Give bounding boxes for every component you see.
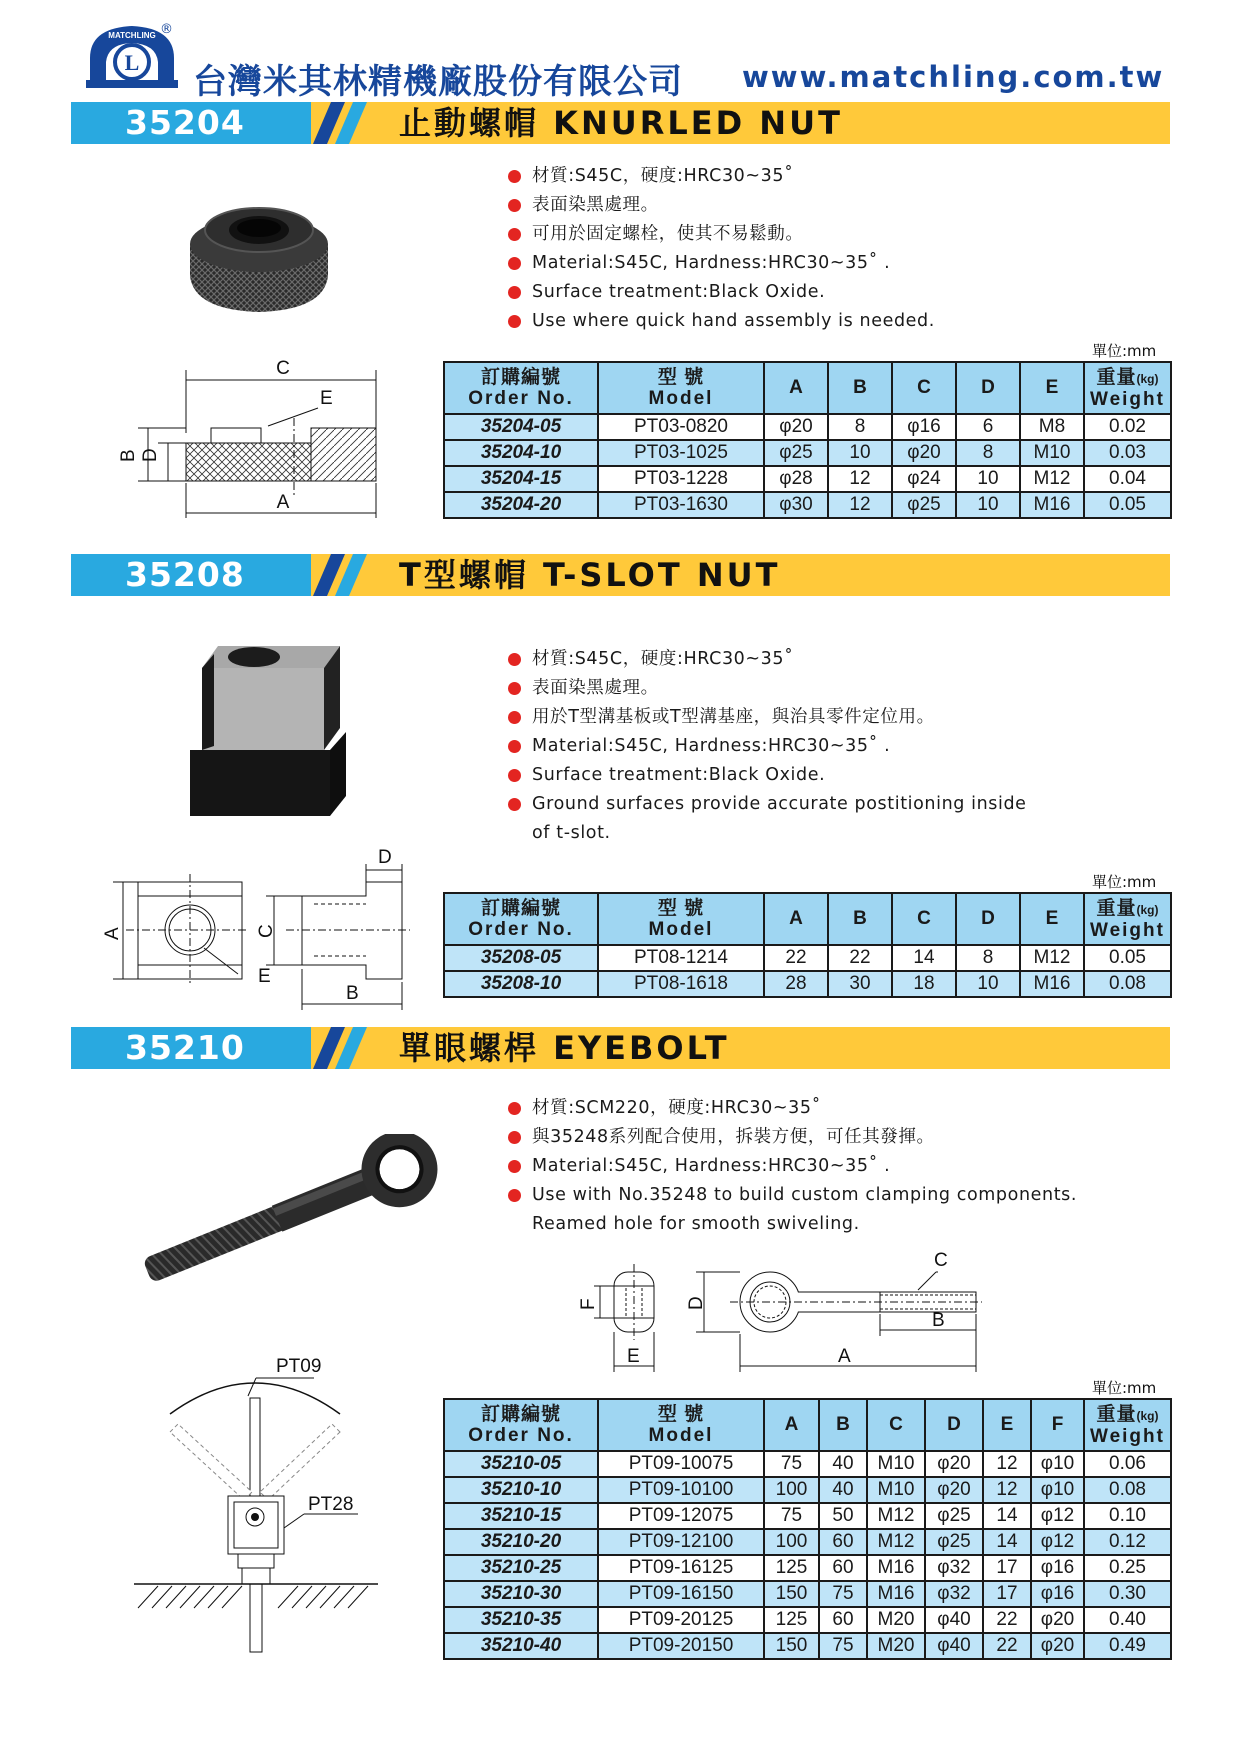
value-cell: 10 bbox=[956, 466, 1020, 492]
section-code: 35208 bbox=[71, 554, 311, 596]
spec-list-35210 bbox=[508, 1094, 1077, 1239]
value-cell: 22 bbox=[828, 945, 892, 971]
value-cell: 22 bbox=[983, 1633, 1031, 1659]
eyebolt-photo bbox=[126, 1134, 446, 1294]
order-number-cell: 35204-15 bbox=[444, 466, 598, 492]
order-number-cell: 35204-20 bbox=[444, 492, 598, 518]
value-cell: φ25 bbox=[925, 1503, 983, 1529]
column-header: 重量(kg) Weight bbox=[1084, 362, 1171, 414]
value-cell: φ20 bbox=[1031, 1607, 1084, 1633]
callout-pt09: PT09 bbox=[276, 1356, 322, 1377]
spec-list-35204 bbox=[508, 162, 935, 336]
value-cell: 75 bbox=[819, 1581, 867, 1607]
table-row bbox=[444, 1477, 1171, 1503]
value-cell: 0.08 bbox=[1084, 971, 1171, 997]
value-cell: 14 bbox=[983, 1529, 1031, 1555]
table-header-row bbox=[444, 893, 1171, 945]
value-cell: 100 bbox=[764, 1529, 819, 1555]
bullet-dot-icon bbox=[508, 315, 521, 328]
eyebolt-diagram bbox=[570, 1246, 1010, 1376]
value-cell: 14 bbox=[892, 945, 956, 971]
value-cell: M12 bbox=[867, 1503, 925, 1529]
spec-item: 材質:S45C，硬度:HRC30~35˚ bbox=[508, 162, 935, 191]
value-cell: 12 bbox=[983, 1477, 1031, 1503]
column-header: 型 號 Model bbox=[598, 362, 764, 414]
spec-table-35204 bbox=[443, 361, 1172, 519]
value-cell: φ25 bbox=[764, 440, 828, 466]
table-row bbox=[444, 440, 1171, 466]
slash-decoration bbox=[301, 102, 381, 144]
value-cell: 12 bbox=[828, 492, 892, 518]
column-header: 訂購編號 Order No. bbox=[444, 1399, 598, 1451]
spec-item: Material:S45C, Hardness:HRC30~35˚ . bbox=[508, 249, 935, 278]
value-cell: 14 bbox=[983, 1503, 1031, 1529]
value-cell: M16 bbox=[867, 1555, 925, 1581]
value-cell: φ10 bbox=[1031, 1477, 1084, 1503]
dim-label-d: D bbox=[378, 847, 392, 868]
spec-item: 表面染黑處理。 bbox=[508, 191, 935, 220]
spec-item: Material:S45C, Hardness:HRC30~35˚ . bbox=[508, 732, 1027, 761]
column-header: A bbox=[764, 362, 828, 414]
website-link[interactable]: www.matchling.com.tw bbox=[742, 60, 1165, 94]
bullet-dot-icon bbox=[508, 1160, 521, 1173]
value-cell: 40 bbox=[819, 1451, 867, 1477]
column-header: B bbox=[828, 893, 892, 945]
value-cell: 0.10 bbox=[1084, 1503, 1171, 1529]
value-cell: 0.40 bbox=[1084, 1607, 1171, 1633]
spec-item: 表面染黑處理。 bbox=[508, 674, 1027, 703]
column-header: 重量(kg) Weight bbox=[1084, 1399, 1171, 1451]
spec-item: Use where quick hand assembly is needed. bbox=[508, 307, 935, 336]
column-header: 重量(kg) Weight bbox=[1084, 893, 1171, 945]
value-cell: φ20 bbox=[1031, 1633, 1084, 1659]
model-cell: PT09-16125 bbox=[598, 1555, 764, 1581]
model-cell: PT08-1214 bbox=[598, 945, 764, 971]
spec-item: Surface treatment:Black Oxide. bbox=[508, 278, 935, 307]
section-code: 35210 bbox=[71, 1027, 311, 1069]
slash-decoration bbox=[301, 554, 381, 596]
bullet-dot-icon bbox=[508, 286, 521, 299]
value-cell: 0.05 bbox=[1084, 492, 1171, 518]
value-cell: φ40 bbox=[925, 1633, 983, 1659]
value-cell: M12 bbox=[867, 1529, 925, 1555]
value-cell: φ20 bbox=[892, 440, 956, 466]
table-header-row bbox=[444, 362, 1171, 414]
value-cell: φ32 bbox=[925, 1581, 983, 1607]
value-cell: φ16 bbox=[1031, 1581, 1084, 1607]
table-row bbox=[444, 492, 1171, 518]
column-header: A bbox=[764, 893, 828, 945]
spec-item-continued: of t-slot. bbox=[532, 823, 611, 843]
spec-item: Material:S45C, Hardness:HRC30~35˚ . bbox=[508, 1152, 1077, 1181]
value-cell: φ25 bbox=[892, 492, 956, 518]
value-cell: 8 bbox=[956, 945, 1020, 971]
value-cell: 60 bbox=[819, 1529, 867, 1555]
column-header: E bbox=[1020, 893, 1084, 945]
value-cell: 60 bbox=[819, 1555, 867, 1581]
value-cell: φ40 bbox=[925, 1607, 983, 1633]
value-cell: 75 bbox=[764, 1503, 819, 1529]
column-header: B bbox=[819, 1399, 867, 1451]
value-cell: 0.06 bbox=[1084, 1451, 1171, 1477]
slash-decoration bbox=[301, 1027, 381, 1069]
column-header: 訂購編號 Order No. bbox=[444, 362, 598, 414]
bullet-dot-icon bbox=[508, 199, 521, 212]
logo-letter: L bbox=[124, 50, 140, 75]
column-header: 型 號 Model bbox=[598, 893, 764, 945]
value-cell: 125 bbox=[764, 1555, 819, 1581]
value-cell: φ20 bbox=[764, 414, 828, 440]
value-cell: 10 bbox=[828, 440, 892, 466]
column-header: D bbox=[925, 1399, 983, 1451]
dim-label-c: C bbox=[256, 924, 277, 938]
dim-label-e: E bbox=[320, 388, 333, 409]
bullet-dot-icon bbox=[508, 1131, 521, 1144]
value-cell: 10 bbox=[956, 971, 1020, 997]
table-row bbox=[444, 466, 1171, 492]
value-cell: φ28 bbox=[764, 466, 828, 492]
section-banner-35204 bbox=[71, 102, 1170, 144]
value-cell: φ20 bbox=[925, 1477, 983, 1503]
spec-item: 材質:SCM220，硬度:HRC30~35˚ bbox=[508, 1094, 1077, 1123]
dim-label-d: D bbox=[140, 448, 161, 462]
order-number-cell: 35210-35 bbox=[444, 1607, 598, 1633]
dim-label-c: C bbox=[934, 1250, 948, 1271]
spec-item: 與35248系列配合使用，拆裝方便，可任其發揮。 bbox=[508, 1123, 1077, 1152]
value-cell: 75 bbox=[819, 1633, 867, 1659]
dim-label-b: B bbox=[118, 449, 139, 462]
model-cell: PT09-10100 bbox=[598, 1477, 764, 1503]
bullet-dot-icon bbox=[508, 228, 521, 241]
model-cell: PT09-10075 bbox=[598, 1451, 764, 1477]
bullet-dot-icon bbox=[508, 682, 521, 695]
t-slot-nut-photo bbox=[190, 646, 350, 822]
value-cell: M10 bbox=[867, 1477, 925, 1503]
company-name: 台灣米其林精機廠股份有限公司 bbox=[193, 62, 683, 102]
order-number-cell: 35208-05 bbox=[444, 945, 598, 971]
dim-label-d: D bbox=[686, 1296, 707, 1310]
model-cell: PT09-20150 bbox=[598, 1633, 764, 1659]
column-header: 訂購編號 Order No. bbox=[444, 893, 598, 945]
table-row bbox=[444, 414, 1171, 440]
dim-label-b: B bbox=[346, 983, 359, 1004]
value-cell: φ25 bbox=[925, 1529, 983, 1555]
bullet-dot-icon bbox=[508, 798, 521, 811]
table-row bbox=[444, 1451, 1171, 1477]
section-banner-35208 bbox=[71, 554, 1170, 596]
section-title: 止動螺帽 KNURLED NUT bbox=[399, 104, 843, 142]
value-cell: 10 bbox=[956, 492, 1020, 518]
value-cell: 0.30 bbox=[1084, 1581, 1171, 1607]
value-cell: 17 bbox=[983, 1581, 1031, 1607]
bullet-dot-icon bbox=[508, 740, 521, 753]
value-cell: 8 bbox=[956, 440, 1020, 466]
dim-label-a: A bbox=[838, 1346, 851, 1367]
value-cell: 60 bbox=[819, 1607, 867, 1633]
dim-label-e: E bbox=[258, 966, 271, 987]
table-row bbox=[444, 1503, 1171, 1529]
column-header: E bbox=[1020, 362, 1084, 414]
dim-label-a: A bbox=[102, 927, 123, 940]
value-cell: 30 bbox=[828, 971, 892, 997]
value-cell: φ30 bbox=[764, 492, 828, 518]
value-cell: φ16 bbox=[892, 414, 956, 440]
value-cell: 17 bbox=[983, 1555, 1031, 1581]
order-number-cell: 35210-20 bbox=[444, 1529, 598, 1555]
value-cell: φ16 bbox=[1031, 1555, 1084, 1581]
unit-label: 單位:mm bbox=[1092, 342, 1157, 360]
table-row bbox=[444, 1529, 1171, 1555]
order-number-cell: 35210-15 bbox=[444, 1503, 598, 1529]
dim-label-f: F bbox=[578, 1298, 599, 1310]
table-row bbox=[444, 1607, 1171, 1633]
column-header: C bbox=[892, 362, 956, 414]
bullet-dot-icon bbox=[508, 1102, 521, 1115]
eyebolt-assembly-diagram bbox=[128, 1352, 388, 1662]
model-cell: PT09-12100 bbox=[598, 1529, 764, 1555]
order-number-cell: 35204-10 bbox=[444, 440, 598, 466]
value-cell: φ12 bbox=[1031, 1529, 1084, 1555]
value-cell: M16 bbox=[867, 1581, 925, 1607]
table-row bbox=[444, 1581, 1171, 1607]
registered-mark: ® bbox=[160, 22, 173, 37]
value-cell: 12 bbox=[983, 1451, 1031, 1477]
value-cell: M16 bbox=[1020, 492, 1084, 518]
order-number-cell: 35210-30 bbox=[444, 1581, 598, 1607]
spec-item: 材質:S45C，硬度:HRC30~35˚ bbox=[508, 645, 1027, 674]
model-cell: PT09-12075 bbox=[598, 1503, 764, 1529]
value-cell: 0.25 bbox=[1084, 1555, 1171, 1581]
value-cell: 75 bbox=[764, 1451, 819, 1477]
section-banner-35210 bbox=[71, 1027, 1170, 1069]
dim-label-c: C bbox=[276, 358, 290, 379]
value-cell: φ12 bbox=[1031, 1503, 1084, 1529]
spec-item: Ground surfaces provide accurate postitioning inside bbox=[508, 790, 1027, 819]
column-header: C bbox=[867, 1399, 925, 1451]
dim-label-e: E bbox=[627, 1346, 640, 1367]
dim-label-a: A bbox=[276, 492, 290, 513]
order-number-cell: 35210-10 bbox=[444, 1477, 598, 1503]
value-cell: φ10 bbox=[1031, 1451, 1084, 1477]
spec-table-35210 bbox=[443, 1398, 1172, 1660]
column-header: C bbox=[892, 893, 956, 945]
column-header: F bbox=[1031, 1399, 1084, 1451]
spec-item: 可用於固定螺栓，使其不易鬆動。 bbox=[508, 220, 935, 249]
column-header: D bbox=[956, 893, 1020, 945]
value-cell: M12 bbox=[1020, 466, 1084, 492]
callout-pt28: PT28 bbox=[308, 1494, 354, 1515]
bullet-dot-icon bbox=[508, 257, 521, 270]
section-title: T型螺帽 T-SLOT NUT bbox=[399, 556, 781, 594]
value-cell: 0.02 bbox=[1084, 414, 1171, 440]
value-cell: 22 bbox=[764, 945, 828, 971]
table-header-row bbox=[444, 1399, 1171, 1451]
unit-label: 單位:mm bbox=[1092, 873, 1157, 891]
section-title: 單眼螺桿 EYEBOLT bbox=[399, 1029, 730, 1067]
value-cell: 8 bbox=[828, 414, 892, 440]
value-cell: 40 bbox=[819, 1477, 867, 1503]
t-slot-nut-diagram bbox=[98, 844, 418, 1014]
column-header: E bbox=[983, 1399, 1031, 1451]
model-cell: PT09-16150 bbox=[598, 1581, 764, 1607]
value-cell: M20 bbox=[867, 1607, 925, 1633]
value-cell: 6 bbox=[956, 414, 1020, 440]
value-cell: 18 bbox=[892, 971, 956, 997]
value-cell: 28 bbox=[764, 971, 828, 997]
table-row bbox=[444, 1555, 1171, 1581]
model-cell: PT03-1630 bbox=[598, 492, 764, 518]
model-cell: PT03-1025 bbox=[598, 440, 764, 466]
value-cell: φ20 bbox=[925, 1451, 983, 1477]
order-number-cell: 35210-40 bbox=[444, 1633, 598, 1659]
model-cell: PT09-20125 bbox=[598, 1607, 764, 1633]
value-cell: M8 bbox=[1020, 414, 1084, 440]
spec-table-35208 bbox=[443, 892, 1172, 998]
spec-item-continued: Reamed hole for smooth swiveling. bbox=[532, 1214, 860, 1234]
value-cell: 0.12 bbox=[1084, 1529, 1171, 1555]
order-number-cell: 35210-05 bbox=[444, 1451, 598, 1477]
value-cell: M10 bbox=[867, 1451, 925, 1477]
value-cell: 50 bbox=[819, 1503, 867, 1529]
spec-list-35208 bbox=[508, 645, 1027, 848]
knurled-nut-diagram bbox=[118, 358, 388, 523]
column-header: D bbox=[956, 362, 1020, 414]
value-cell: 100 bbox=[764, 1477, 819, 1503]
bullet-dot-icon bbox=[508, 769, 521, 782]
value-cell: M16 bbox=[1020, 971, 1084, 997]
table-row bbox=[444, 971, 1171, 997]
model-cell: PT08-1618 bbox=[598, 971, 764, 997]
column-header: A bbox=[764, 1399, 819, 1451]
value-cell: φ24 bbox=[892, 466, 956, 492]
value-cell: 150 bbox=[764, 1581, 819, 1607]
value-cell: M20 bbox=[867, 1633, 925, 1659]
value-cell: 22 bbox=[983, 1607, 1031, 1633]
value-cell: 0.04 bbox=[1084, 466, 1171, 492]
order-number-cell: 35208-10 bbox=[444, 971, 598, 997]
column-header: B bbox=[828, 362, 892, 414]
bullet-dot-icon bbox=[508, 170, 521, 183]
section-code: 35204 bbox=[71, 102, 311, 144]
bullet-dot-icon bbox=[508, 653, 521, 666]
value-cell: 150 bbox=[764, 1633, 819, 1659]
value-cell: 0.08 bbox=[1084, 1477, 1171, 1503]
table-row bbox=[444, 1633, 1171, 1659]
value-cell: 0.03 bbox=[1084, 440, 1171, 466]
spec-item: 用於T型溝基板或T型溝基座，與治具零件定位用。 bbox=[508, 703, 1027, 732]
spec-item: Use with No.35248 to build custom clamping components. bbox=[508, 1181, 1077, 1210]
value-cell: 12 bbox=[828, 466, 892, 492]
knurled-nut-photo bbox=[184, 198, 334, 318]
order-number-cell: 35204-05 bbox=[444, 414, 598, 440]
value-cell: φ32 bbox=[925, 1555, 983, 1581]
value-cell: M12 bbox=[1020, 945, 1084, 971]
bullet-dot-icon bbox=[508, 711, 521, 724]
model-cell: PT03-0820 bbox=[598, 414, 764, 440]
dim-label-b: B bbox=[932, 1310, 945, 1331]
model-cell: PT03-1228 bbox=[598, 466, 764, 492]
table-row bbox=[444, 945, 1171, 971]
unit-label: 單位:mm bbox=[1092, 1379, 1157, 1397]
value-cell: 125 bbox=[764, 1607, 819, 1633]
bullet-dot-icon bbox=[508, 1189, 521, 1202]
value-cell: M10 bbox=[1020, 440, 1084, 466]
column-header: 型 號 Model bbox=[598, 1399, 764, 1451]
logo-text: MATCHLING bbox=[108, 31, 156, 40]
value-cell: 0.05 bbox=[1084, 945, 1171, 971]
spec-item: Surface treatment:Black Oxide. bbox=[508, 761, 1027, 790]
value-cell: 0.49 bbox=[1084, 1633, 1171, 1659]
order-number-cell: 35210-25 bbox=[444, 1555, 598, 1581]
